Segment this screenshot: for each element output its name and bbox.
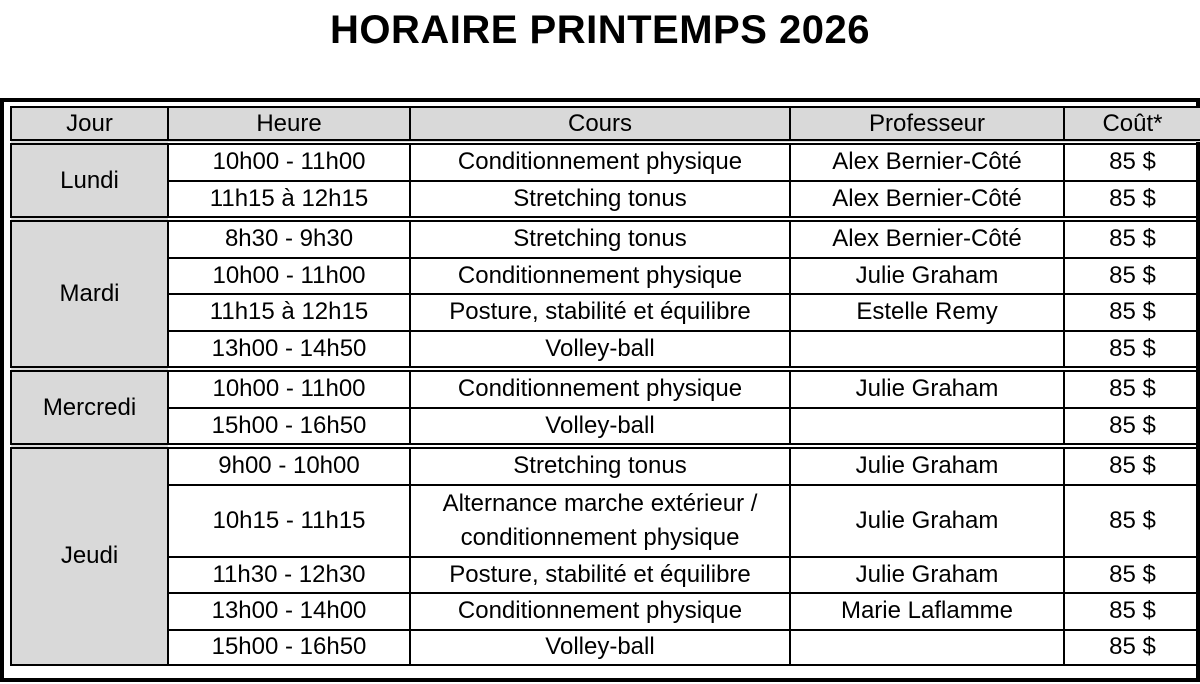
time-cell: 11h15 à 12h15 <box>168 181 410 220</box>
teacher-cell: Julie Graham <box>790 258 1064 295</box>
course-cell: Stretching tonus <box>410 181 790 220</box>
time-cell: 10h00 - 11h00 <box>168 258 410 295</box>
header-row <box>11 107 1200 142</box>
cost-cell: 85 $ <box>1064 485 1200 557</box>
time-cell: 13h00 - 14h50 <box>168 331 410 370</box>
teacher-cell: Alex Bernier-Côté <box>790 219 1064 258</box>
time-cell: 10h00 - 11h00 <box>168 369 410 408</box>
course-cell <box>410 485 790 557</box>
course-cell: Conditionnement physique <box>410 593 790 630</box>
time-cell: 9h00 - 10h00 <box>168 446 410 485</box>
table-row <box>11 446 1200 485</box>
table-row <box>11 408 1200 447</box>
course-cell: Stretching tonus <box>410 446 790 485</box>
course-line-2: conditionnement physique <box>460 523 740 551</box>
table-row <box>11 593 1200 630</box>
table-row <box>11 181 1200 220</box>
day-group-mardi <box>11 219 1200 369</box>
course-cell: Volley-ball <box>410 408 790 447</box>
time-cell: 10h15 - 11h15 <box>168 485 410 557</box>
day-group-mercredi <box>11 369 1200 446</box>
table-row <box>11 557 1200 594</box>
schedule-table <box>10 106 1200 666</box>
course-cell: Conditionnement physique <box>410 369 790 408</box>
time-cell: 11h30 - 12h30 <box>168 557 410 594</box>
course-cell: Conditionnement physique <box>410 142 790 181</box>
cost-cell: 85 $ <box>1064 294 1200 331</box>
teacher-cell <box>790 630 1064 665</box>
cost-cell: 85 $ <box>1064 369 1200 408</box>
table-row <box>11 369 1200 408</box>
teacher-cell <box>790 331 1064 370</box>
cost-cell: 85 $ <box>1064 408 1200 447</box>
cost-cell: 85 $ <box>1064 557 1200 594</box>
schedule-frame <box>0 98 1200 682</box>
cost-cell: 85 $ <box>1064 593 1200 630</box>
teacher-cell <box>790 408 1064 447</box>
day-cell: Jeudi <box>11 446 168 665</box>
course-cell: Stretching tonus <box>410 219 790 258</box>
teacher-cell: Julie Graham <box>790 446 1064 485</box>
time-cell: 11h15 à 12h15 <box>168 294 410 331</box>
time-cell: 10h00 - 11h00 <box>168 142 410 181</box>
day-cell: Mercredi <box>11 369 168 446</box>
teacher-cell: Marie Laflamme <box>790 593 1064 630</box>
cost-cell: 85 $ <box>1064 258 1200 295</box>
page-title: HORAIRE PRINTEMPS 2026 <box>329 8 871 52</box>
course-cell: Posture, stabilité et équilibre <box>410 294 790 331</box>
header-professeur: Professeur <box>790 107 1064 142</box>
course-cell: Volley-ball <box>410 630 790 665</box>
day-cell: Lundi <box>11 142 168 219</box>
header-heure: Heure <box>168 107 410 142</box>
teacher-cell: Julie Graham <box>790 485 1064 557</box>
header-jour: Jour <box>11 107 168 142</box>
course-cell: Conditionnement physique <box>410 258 790 295</box>
time-cell: 15h00 - 16h50 <box>168 630 410 665</box>
teacher-cell: Julie Graham <box>790 369 1064 408</box>
teacher-cell: Estelle Remy <box>790 294 1064 331</box>
time-cell: 13h00 - 14h00 <box>168 593 410 630</box>
time-cell: 8h30 - 9h30 <box>168 219 410 258</box>
time-cell: 15h00 - 16h50 <box>168 408 410 447</box>
table-row <box>11 485 1200 557</box>
header-cout: Coût* <box>1064 107 1200 142</box>
header-cours: Cours <box>410 107 790 142</box>
table-row <box>11 258 1200 295</box>
table-row <box>11 219 1200 258</box>
cost-cell: 85 $ <box>1064 446 1200 485</box>
day-group-jeudi <box>11 446 1200 665</box>
table-row <box>11 630 1200 665</box>
cost-cell: 85 $ <box>1064 630 1200 665</box>
course-cell: Posture, stabilité et équilibre <box>410 557 790 594</box>
cost-cell: 85 $ <box>1064 219 1200 258</box>
course-cell: Volley-ball <box>410 331 790 370</box>
teacher-cell: Alex Bernier-Côté <box>790 142 1064 181</box>
cost-cell: 85 $ <box>1064 142 1200 181</box>
course-line-1: Alternance marche extérieur / <box>442 489 758 517</box>
teacher-cell: Julie Graham <box>790 557 1064 594</box>
table-row <box>11 331 1200 370</box>
cost-cell: 85 $ <box>1064 331 1200 370</box>
table-row <box>11 294 1200 331</box>
table-row <box>11 142 1200 181</box>
teacher-cell: Alex Bernier-Côté <box>790 181 1064 220</box>
cost-cell: 85 $ <box>1064 181 1200 220</box>
day-group-lundi <box>11 142 1200 219</box>
day-cell: Mardi <box>11 219 168 369</box>
